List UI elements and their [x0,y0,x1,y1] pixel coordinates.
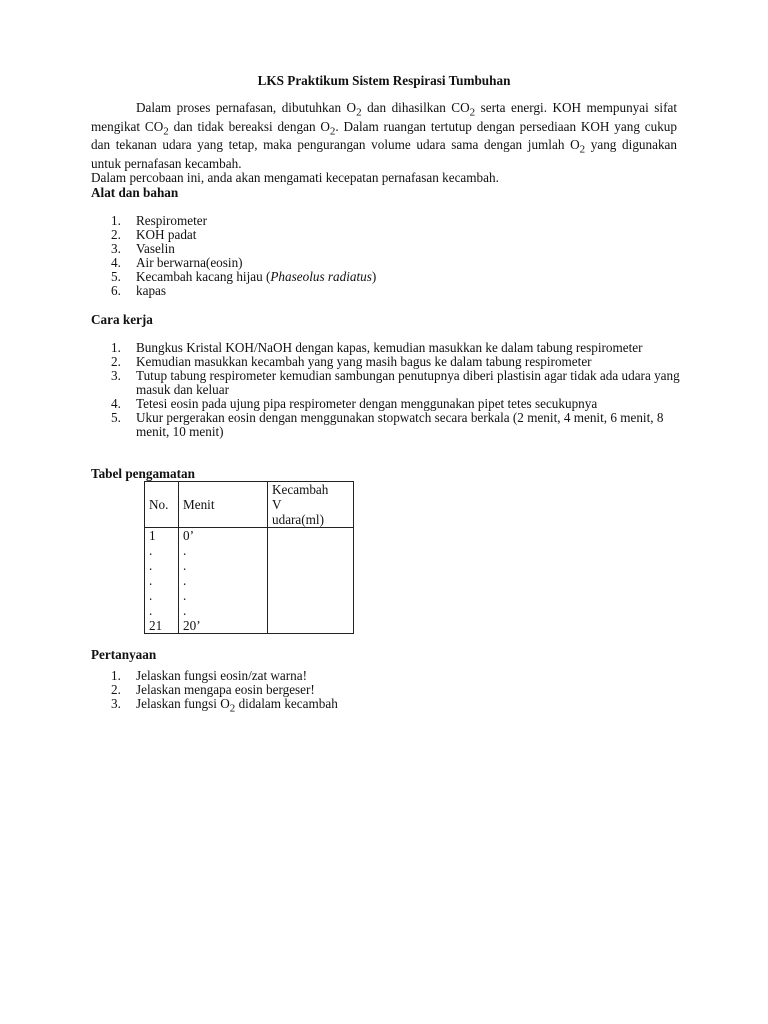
subscript: 2 [356,106,362,119]
heading-tabel-pengamatan: Tabel pengamatan [91,466,195,481]
list-number: 1. [111,213,121,228]
cell-value: . [183,603,187,618]
cell-value: . [183,558,187,573]
cell-value: 1 [149,528,156,543]
cell-value: . [183,543,187,558]
table-header-row [145,482,354,528]
list-item [91,242,681,256]
cell-value: . [149,603,153,618]
list-number: 2. [111,227,121,242]
header-no-label: No. [149,497,169,512]
list-text: Jelaskan mengapa eosin bergeser! [136,682,315,697]
list-number: 3. [111,241,121,256]
list-text: Kecambah kacang hijau ( [136,269,271,284]
list-number: 6. [111,283,121,298]
header-kecambah [268,482,354,528]
intro-text: yang digunakan untuk pernafasan kecambah. [91,137,677,171]
list-number: 5. [111,410,121,425]
intro-section [91,101,677,185]
list-number: 1. [111,668,121,683]
list-number: 4. [111,255,121,270]
list-item [91,397,681,411]
list-item [91,228,681,242]
header-kecambah-label: Kecambah [272,482,329,497]
list-text: kapas [136,283,167,298]
list-text: Tetesi eosin pada ujung pipa respirometer dengan menggunakan pipet tetes secukupnya [136,396,598,411]
cell-value: . [149,543,153,558]
list-item [91,669,681,683]
list-text: Ukur pergerakan eosin dengan menggunakan stopwatch secara berkala (2 menit, 4 menit, 6 menit, 8 menit, 10 menit) [136,410,664,439]
heading-alat-bahan: Alat dan bahan [91,185,179,200]
list-number: 3. [111,696,121,711]
header-no [145,482,179,528]
subscript: 2 [329,125,336,138]
list-number: 1. [111,340,121,355]
intro-text: serta energi. KOH mempunyai sifat mengikat CO [91,100,677,134]
list-text: KOH padat [136,227,197,242]
list-number: 3. [111,368,121,383]
list-text: Vaselin [136,241,175,256]
heading-pertanyaan: Pertanyaan [91,647,157,662]
cell-value: . [183,588,187,603]
list-item [91,284,681,298]
subscript: 2 [469,106,476,119]
list-number: 4. [111,396,121,411]
list-text: didalam kecambah [235,696,338,711]
cell-value: . [149,558,153,573]
subscript: 2 [163,125,169,138]
intro-text: dan tidak bereaksi dengan O [168,118,330,134]
subscript: 2 [229,702,236,715]
intro-paragraph [91,101,677,171]
list-text: Jelaskan fungsi O [136,696,230,711]
cell-no [145,528,179,634]
intro-text: dan dihasilkan CO [361,100,470,115]
cell-value: . [183,573,187,588]
list-text: Tutup tabung respirometer kemudian sambungan penutupnya diberi plastisin agar tidak ada udara yang masuk dan keluar [136,368,680,397]
observation-table [144,481,354,634]
list-cara-kerja [91,341,681,439]
list-text: Kemudian masukkan kecambah yang yang masih bagus ke dalam tabung respirometer [136,354,592,369]
intro-text: Dalam proses pernafasan, dibutuhkan O [136,100,357,115]
list-number: 2. [111,682,121,697]
list-item [91,683,681,697]
cell-menit [179,528,268,634]
list-alat-bahan [91,214,681,298]
list-text: Air berwarna(eosin) [136,255,243,270]
list-number: 2. [111,354,121,369]
list-item [91,369,681,397]
header-volume-label: V [272,497,282,512]
subscript: 2 [579,143,586,156]
cell-value: 20’ [183,618,201,633]
cell-value: 21 [149,618,163,633]
list-text: Bungkus Kristal KOH/NaOH dengan kapas, kemudian masukkan ke dalam tabung respirometer [136,340,643,355]
cell-value: . [149,573,153,588]
list-text: ) [371,269,377,284]
cell-value: 0’ [183,528,194,543]
list-item [91,256,681,270]
list-number: 5. [111,269,121,284]
scientific-name: Phaseolus radiatus [270,269,372,284]
header-menit-label: Menit [183,497,215,512]
table-row [145,528,354,634]
list-item [91,341,681,355]
cell-value: . [149,588,153,603]
cell-volume-empty [268,528,354,634]
list-pertanyaan [91,669,681,716]
header-menit [179,482,268,528]
list-item [91,411,681,439]
list-item [91,214,681,228]
header-udara-label: udara(ml) [272,512,324,527]
list-text: Jelaskan fungsi eosin/zat warna! [136,668,308,683]
list-item [91,355,681,369]
list-item [91,697,681,716]
list-text: Respirometer [136,213,208,228]
heading-cara-kerja: Cara kerja [91,312,153,327]
intro-paragraph-2: Dalam percobaan ini, anda akan mengamati kecepatan pernafasan kecambah. [91,169,499,185]
document-title: LKS Praktikum Sistem Respirasi Tumbuhan [257,73,511,88]
list-item [91,270,681,284]
intro-text: . Dalam ruangan tertutup dengan persediaan KOH yang cukup dan tekanan udara yang tetap, maka pengurangan volume udara sama dengan jumlah O [91,118,677,153]
